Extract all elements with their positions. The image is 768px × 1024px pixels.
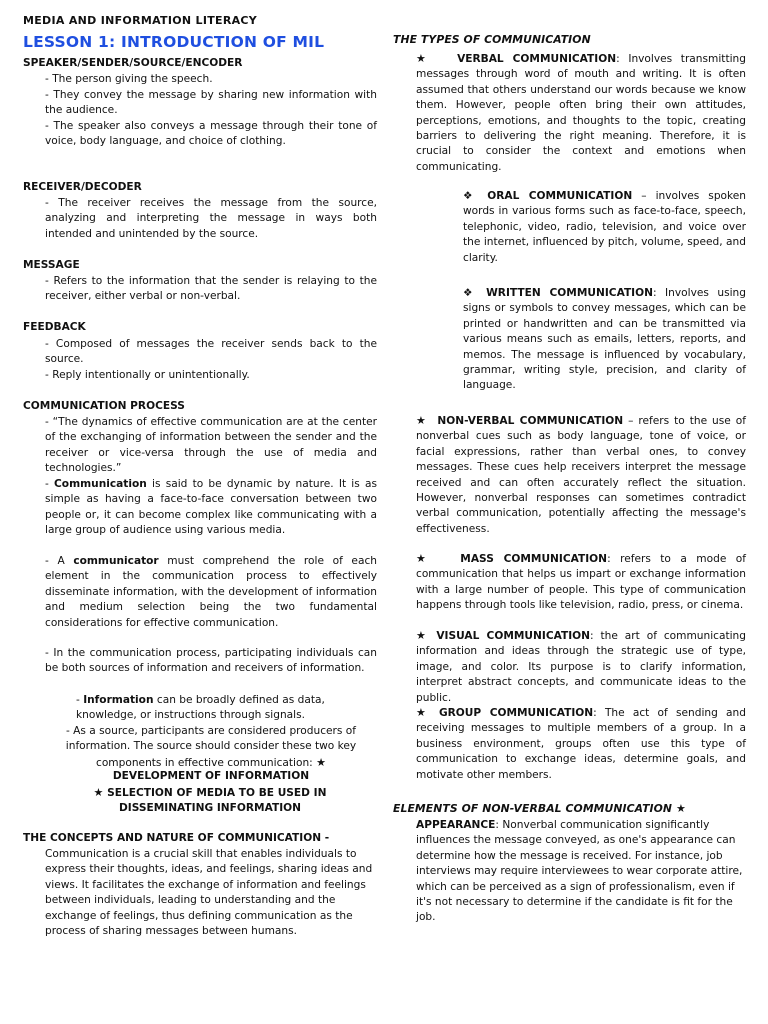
speaker-bullet-2 xyxy=(45,88,377,119)
concepts-body: Communication is a crucial skill that enables individuals to express their thoughts, ideas, and feelings, sharing ideas and views. It facilitates the exchange of information and feelings between individuals, leading to understanding and the exchange of feelings, thus defining communication as the process of sharing messages between humans. xyxy=(45,848,373,938)
feedback-heading: FEEDBACK xyxy=(23,321,86,333)
elements-heading xyxy=(393,802,686,815)
diamond-icon: ❖ xyxy=(463,287,478,299)
speaker-bullet-3: - The speaker also conveys a message through their tone of voice, body language, and choice of clothing. xyxy=(45,120,377,148)
verbal-item xyxy=(416,51,746,175)
appearance-term: APPEARANCE xyxy=(416,819,496,831)
process-bullet-4: - In the communication process, participating individuals can be both sources of information and receivers of information. xyxy=(45,647,377,675)
process-bullet-6 xyxy=(45,724,377,771)
visual-text: : the art of communicating information and ideas through the strategic use of type, image, and color. Its purpose is to clarify information, interpret abstract concepts, and communicate ideas to the public. xyxy=(416,630,746,704)
mass-item xyxy=(416,551,746,614)
group-text: : The act of sending and receiving messages to multiple members of a group. In a business environment, groups often use this type of communication to exchange ideas, determine goals, and motivate other members. xyxy=(416,707,746,781)
group-item xyxy=(416,705,746,783)
verbal-term: VERBAL COMMUNICATION xyxy=(457,53,617,65)
star-icon: ★ xyxy=(416,629,430,642)
lesson-title: LESSON 1: INTRODUCTION OF MIL xyxy=(23,33,325,51)
star-icon: ★ xyxy=(416,706,431,719)
process-bullet-5: - Information can be broadly defined as data, knowledge, or instructions through signals. xyxy=(76,694,325,722)
information-term: Information xyxy=(83,694,154,706)
process-heading: COMMUNICATION PROCESS xyxy=(23,400,185,412)
star-icon: ★ xyxy=(416,52,432,65)
process-bullet-5-text: can be broadly defined as data, knowledge, or instructions through signals. xyxy=(76,694,325,722)
written-text: : Involves using signs or symbols to convey messages, which can be printed or handwritten and can be transmitted via various means such as emails, letters, reports, and memos. The message is influenced by vocabulary, grammar, writing style, precision, and clarity of language. xyxy=(463,287,746,392)
written-term: WRITTEN COMMUNICATION xyxy=(486,287,653,299)
mass-term: MASS COMMUNICATION xyxy=(460,553,608,565)
verbal-text: : Involves transmitting messages through word of mouth and writing. It is often assumed that others understand our words because we know them. However, people often bring their own attitudes, perceptions, emotions, and thoughts to the topic, creating barriers to delivering the right meaning. Therefore, it is crucial to consider the context and emotions when communicating. xyxy=(416,53,746,173)
communication-term: Communication xyxy=(54,478,147,490)
diamond-icon: ❖ xyxy=(463,190,479,202)
receiver-heading: RECEIVER/DECODER xyxy=(23,181,142,193)
mass-text: : refers to a mode of communication that helps us impart or exchange information with a large number of people. This type of communication happens through tools like television, radio, press, or cinema. xyxy=(416,553,746,612)
visual-item xyxy=(416,628,746,706)
process-bullet-2-text: is said to be dynamic by nature. It is as simple as having a face-to-face conversation between two people or, it can become complex like communicating with a large group of audience using various media. xyxy=(45,478,377,537)
star-item-2-text: SELECTION OF MEDIA TO BE USED IN DISSEMINATING INFORMATION xyxy=(107,787,327,815)
process-bullet-2: - Communication is said to be dynamic by nature. It is as simple as having a face-to-face conversation between two people or, it can become complex like communicating with a large group of audience using various media. xyxy=(45,478,377,537)
visual-term: VISUAL COMMUNICATION xyxy=(436,630,591,642)
process-bullet-3 xyxy=(45,554,377,631)
process-bullet-6-text: - As a source, participants are considered producers of information. The source should consider these two key components in effective communication: xyxy=(65,725,357,769)
feedback-bullet-2: - Reply intentionally or unintentionally. xyxy=(45,369,250,381)
communicator-term: communicator xyxy=(73,555,159,567)
star-item-1: DEVELOPMENT OF INFORMATION xyxy=(112,770,310,782)
process-bullet-3-prefix: - A xyxy=(45,555,74,567)
oral-text: – involves spoken words in various forms such as face-to-face, speech, telephonic, video, radio, television, and voice over the internet, influenced by pitch, volume, speed, and clarity. xyxy=(463,190,747,264)
process-bullet-1: - “The dynamics of effective communication are at the center of the exchanging of information between the sender and the receiver or vice-versa through the use of media and technologies.” xyxy=(45,416,377,475)
nonverbal-term: NON-VERBAL COMMUNICATION xyxy=(437,415,624,427)
speaker-bullet-1: - The person giving the speech. xyxy=(45,73,213,85)
oral-term: ORAL COMMUNICATION xyxy=(487,190,633,202)
star-icon: ★ xyxy=(93,786,104,799)
appearance-item xyxy=(416,818,746,926)
nonverbal-text: – refers to the use of nonverbal cues such as body language, tone of voice, or facial expressions, rather than verbal ones, to convey messages. These cues help receivers interpret the message received and can often accurately reflect the situation. However, nonverbal responses can sometimes contradict verbal communication, potentially affecting the message's effectiveness. xyxy=(416,415,746,535)
concepts-heading: THE CONCEPTS AND NATURE OF COMMUNICATION - xyxy=(23,832,330,844)
star-icon: ★ xyxy=(416,414,428,427)
message-heading: MESSAGE xyxy=(23,259,80,271)
written-item xyxy=(463,286,746,394)
course-title: MEDIA AND INFORMATION LITERACY xyxy=(23,14,258,27)
star-icon: ★ xyxy=(675,802,686,815)
receiver-bullet-1: - The receiver receives the message from the source, analyzing and interpreting the message in ways both intended and unintended by the source. xyxy=(45,197,377,240)
nonverbal-item xyxy=(416,413,746,537)
oral-item xyxy=(463,189,746,266)
speaker-heading: SPEAKER/SENDER/SOURCE/ENCODER xyxy=(23,57,243,69)
types-heading: THE TYPES OF COMMUNICATION xyxy=(393,33,591,46)
appearance-text: : Nonverbal communication significantly influences the message conveyed, as one's appearance can determine how the message is received. For instance, job interviews may require interviewees to wear corporate attire, which can be perceived as a sign of professionalism, even if it's not necessary to determine if the candidate is fit for the job. xyxy=(416,819,743,924)
group-term: GROUP COMMUNICATION xyxy=(438,707,594,719)
star-icon: ★ xyxy=(316,755,326,769)
star-item-2 xyxy=(80,785,340,817)
message-bullet-1: - Refers to the information that the sender is relaying to the receiver, either verbal or non-verbal. xyxy=(45,275,377,303)
speaker-bullet-2-text: - They convey the message by sharing new information with the audience. xyxy=(45,89,377,117)
star-icon: ★ xyxy=(416,552,432,565)
feedback-bullet-1: - Composed of messages the receiver sends back to the source. xyxy=(45,338,377,366)
process-bullet-3-text: must comprehend the role of each element in the communication process to effectively disseminate information, with the development of information and medium selection being the two fundamental considerations for effective communication. xyxy=(45,555,377,629)
elements-heading-text: ELEMENTS OF NON-VERBAL COMMUNICATION xyxy=(393,802,673,815)
